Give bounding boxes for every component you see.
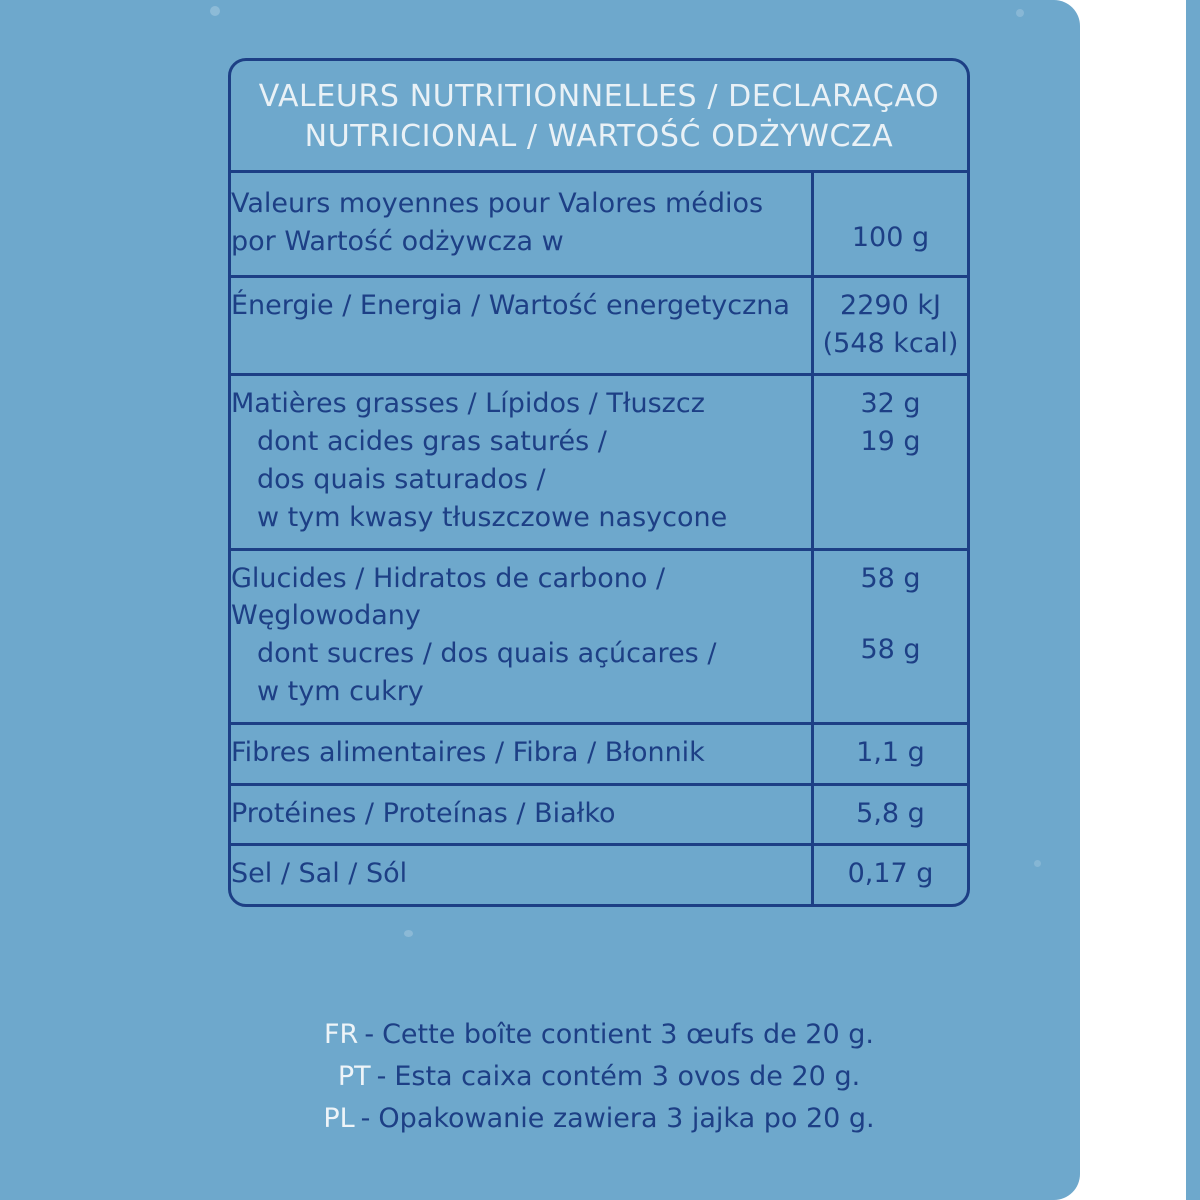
row-label-line: Énergie / Energia / <box>231 289 481 321</box>
row-label-energy <box>231 276 813 375</box>
row-label-salt <box>231 845 813 904</box>
footnote-dash: - <box>376 1060 387 1092</box>
footnote-text: Cette boîte contient 3 œufs de 20 g. <box>382 1019 874 1050</box>
row-value-line: 5,8 g <box>856 797 925 829</box>
row-value-line: 32 g <box>860 388 921 420</box>
texture-speck <box>404 930 413 937</box>
nutrition-title <box>231 61 967 170</box>
row-value-line: 2290 kJ <box>840 289 941 321</box>
table-row <box>231 276 967 375</box>
table-row <box>231 845 967 904</box>
footnotes <box>228 1014 970 1140</box>
row-value-salt <box>813 845 968 904</box>
footnote-row-pl <box>228 1098 970 1140</box>
texture-speck <box>1016 9 1024 17</box>
row-label-line: Fibres alimentaires / Fibra / Błonnik <box>231 736 705 768</box>
footnote-text: Esta caixa contém 3 ovos de 20 g. <box>394 1060 861 1092</box>
row-value-line: 19 g <box>860 426 921 458</box>
footnote-language-code: FR <box>324 1019 359 1050</box>
table-row <box>231 549 967 723</box>
row-value-fat <box>813 375 968 549</box>
table-row <box>231 784 967 845</box>
nutrition-header-label <box>231 172 813 277</box>
row-label-line: Sel / Sal / Sól <box>231 858 408 890</box>
header-value-text: 100 g <box>851 222 930 254</box>
footnote-dash: - <box>360 1102 371 1134</box>
row-sublabel-line: w tym kwasy tłuszczowe nasycone <box>257 501 728 533</box>
value-spacer <box>814 597 967 631</box>
footnote-text: Opakowanie zawiera 3 jajka po 20 g. <box>378 1102 875 1134</box>
footnote-row-fr <box>228 1014 970 1056</box>
header-label-line-1: Valeurs moyennes pour <box>231 188 550 220</box>
row-value-line: 58 g <box>860 634 921 666</box>
nutrition-title-line-1: VALEURS NUTRITIONNELLES / DECLARAÇAO <box>258 79 940 114</box>
row-label-carbohydrates <box>231 549 813 723</box>
footnote-row-pt <box>228 1056 970 1098</box>
row-label-protein <box>231 784 813 845</box>
footnote-dash: - <box>364 1019 375 1050</box>
row-value-fibre <box>813 723 968 784</box>
row-label-line: Węglowodany <box>231 600 421 632</box>
row-label-fat <box>231 375 813 549</box>
nutrition-table <box>231 170 967 904</box>
nutrition-header-value <box>813 172 968 277</box>
table-row <box>231 723 967 784</box>
table-row <box>231 375 967 549</box>
texture-speck <box>1034 860 1041 867</box>
header-label-line-2: Valores médios por <box>231 188 764 257</box>
nutrition-title-line-2: NUTRICIONAL / WARTOŚĆ ODŻYWCZA <box>304 118 894 154</box>
row-value-protein <box>813 784 968 845</box>
footnote-language-code: PL <box>323 1102 355 1134</box>
row-value-line: 58 g <box>860 562 921 594</box>
row-label-line: Protéines / Proteínas / Białko <box>231 797 616 829</box>
row-label-line: Glucides / Hidratos de carbono / <box>231 562 666 594</box>
row-label-line: Wartość energetyczna <box>488 289 790 321</box>
package-right-edge <box>1186 0 1200 1200</box>
value-spacer <box>814 185 967 219</box>
row-sublabel-line: dont acides gras saturés / <box>257 426 607 458</box>
row-value-energy <box>813 276 968 375</box>
row-value-line: (548 kcal) <box>822 327 959 359</box>
nutrition-table-panel <box>228 58 970 907</box>
table-row-header <box>231 172 967 277</box>
row-sublabel-line: w tym cukry <box>257 675 424 707</box>
texture-speck <box>210 6 220 16</box>
row-sublabel-line: dos quais saturados / <box>257 463 546 495</box>
footnote-language-code: PT <box>337 1060 371 1092</box>
row-value-line: 0,17 g <box>847 858 934 890</box>
row-label-line: Matières grasses / Lípidos / Tłuszcz <box>231 388 705 420</box>
row-sublabel-line: dont sucres / dos quais açúcares / <box>257 638 717 670</box>
row-label-fibre <box>231 723 813 784</box>
row-value-line: 1,1 g <box>856 736 925 768</box>
row-value-carbohydrates <box>813 549 968 723</box>
header-label-line-3: Wartość odżywcza w <box>284 225 564 257</box>
